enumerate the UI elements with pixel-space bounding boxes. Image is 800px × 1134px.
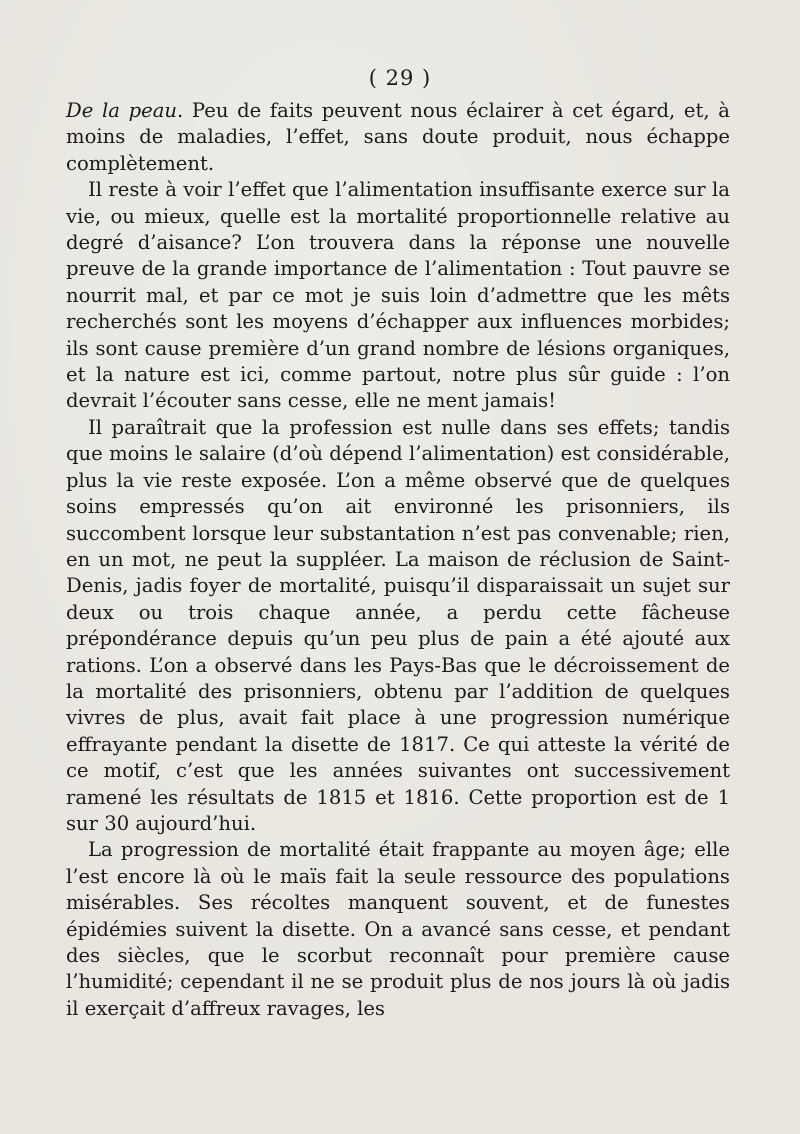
- paragraph-alimentation: Il reste à voir l’effet que l’alimentation insuffisante exerce sur la vie, ou mieux, quelle est la mortalité proportionnelle relative au degré d’aisance? L’on trouvera dans la réponse une nouvelle preuve de la grande importance de l’alimentation : Tout pauvre se nourrit mal, et par ce mot je suis loin d’admettre que les mêts recherchés sont les moyens d’échapper aux influences morbides; ils sont cause première d’un grand nombre de lésions organiques, et la nature est ici, comme partout, notre plus sûr guide : l’on devrait l’écouter sans cesse, elle ne ment jamais!: [66, 178, 730, 413]
- paragraph-skin: [66, 98, 730, 177]
- body-text: [66, 98, 730, 1022]
- paragraph-profession: Il paraîtrait que la profession est nulle dans ses effets; tandis que moins le salaire (d’où dépend l’alimentation) est considérable, plus la vie reste exposée. L’on a même observé que de quelques soins empressés qu’on ait environné les prisonniers, ils succombent lorsque leur substantation n’est pas convenable; rien, en un mot, ne peut la suppléer. La maison de réclusion de Saint-Denis, jadis foyer de mortalité, puisqu’il disparaissait un sujet sur deux ou trois chaque année, a perdu cette fâcheuse prépondérance depuis qu’un peu plus de pain a été ajouté aux rations. L’on a observé dans les Pays-Bas que le décroissement de la mortalité des prisonniers, obtenu par l’addition de quelques vivres de plus, avait fait place à une progression numérique effrayante pendant la disette de 1817. Ce qui atteste la vérité de ce motif, c’est que les années suivantes ont successivement ramené les résultats de 1815 et 1816. Cette proportion est de 1 sur 30 aujourd’hui.: [66, 415, 730, 835]
- section-run-in-heading: De la peau.: [66, 99, 184, 122]
- paragraph-text: Peu de faits peuvent nous éclairer à cet égard, et, à moins de maladies, l’effet, sans doute produit, nous échappe complètement.: [66, 99, 730, 175]
- paragraph-moyen-age: La progression de mortalité était frappante au moyen âge; elle l’est encore là où le maïs fait la seule ressource des populations misérables. Ses récoltes manquent souvent, et de funestes épidémies suivent la disette. On a avancé sans cesse, et pendant des siècles, que le scorbut reconnaît pour première cause l’humidité; cependant il ne se produit plus de nos jours là où jadis il exerçait d’affreux ravages, les: [66, 838, 730, 1020]
- page-number: ( 29 ): [368, 66, 432, 90]
